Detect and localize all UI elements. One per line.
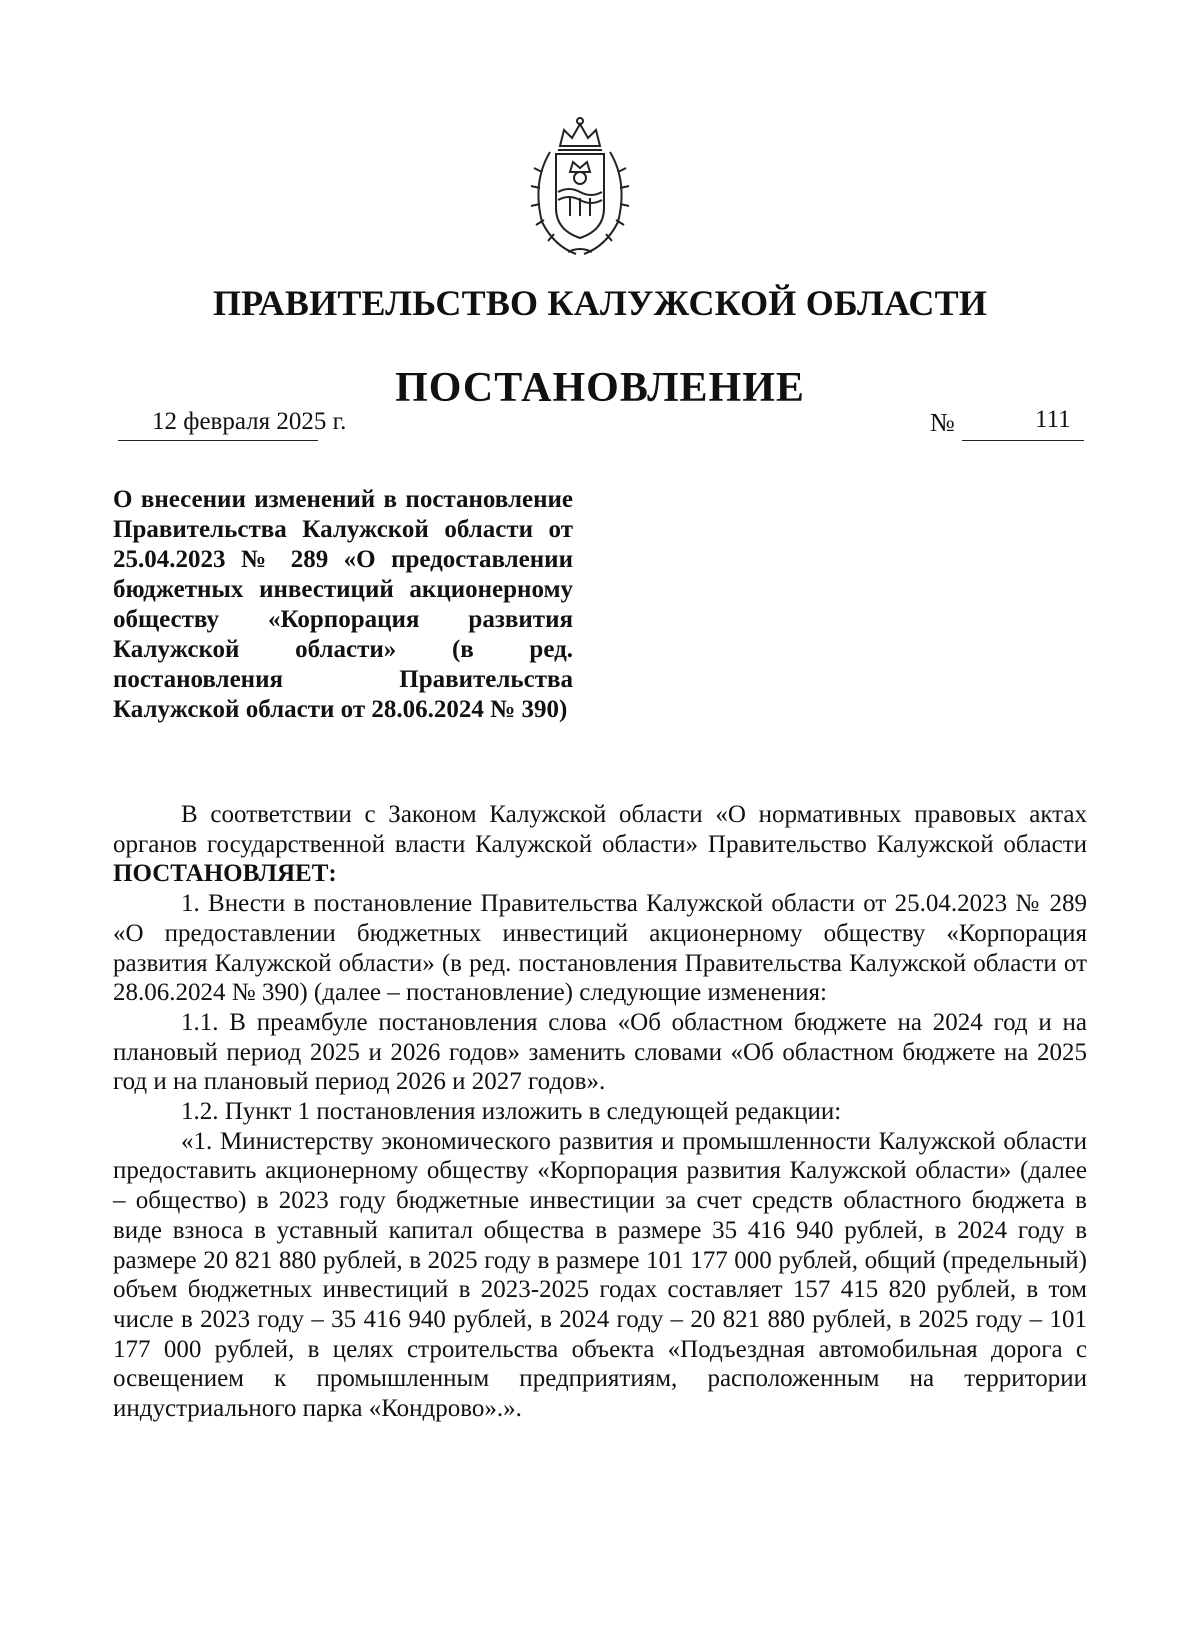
number-label: № — [930, 408, 955, 437]
document-date: 12 февраля 2025 г. — [152, 408, 347, 435]
number-underline — [962, 440, 1084, 441]
date-underline — [118, 440, 318, 441]
kaluga-coat-of-arms-icon — [518, 112, 642, 260]
clause-1-1: 1.1. В преамбуле постановления слова «Об областном бюджете на 2024 год и на плановый период 2025 и 2026 годов» заменить словами «Об областном бюджете на 2025 год и на плановый период 2026 и 2027 годов». — [113, 1008, 1087, 1096]
quoted-clause-1: «1. Министерству экономического развития и промышленности Калужской области предоставить акционерному обществу «Корпорация развития Калужской области» (далее – общество) в 2023 году бюджетные инвестиции за счет средств областного бюджета в виде взноса в уставный капитал общества в размере 35 416 940 рублей, в 2024 году в размере 20 821 880 рублей, в 2025 году в размере 101 177 000 рублей, общий (предельный) объем бюджетных инвестиций в 2023-2025 годах составляет 157 415 820 рублей, в том числе в 2023 году – 35 416 940 рублей, в 2024 году – 20 821 880 рублей, в 2025 году – 101 177 000 рублей, в целях строительства объекта «Подъездная автомобильная дорога с освещением к промышленным предприятиям, расположенным на территории индустриального парка «Кондрово».». — [113, 1127, 1087, 1423]
clause-1: 1. Внести в постановление Правительства Калужской области от 25.04.2023 № 289 «О предоставлении бюджетных инвестиций акционерному обществу «Корпорация развития Калужской области» (в ред. постановления Правительства Калужской области от 28.06.2024 № 390) (далее – постановление) следующие изменения: — [113, 890, 1087, 1007]
resolves-keyword: ПОСТАНОВЛЯЕТ — [113, 860, 329, 888]
preamble-paragraph — [113, 800, 1087, 889]
preamble-text: В соответствии с Законом Калужской области «О нормативных правовых актах органов государственной власти Калужской области» Правительство Калужской области — [113, 801, 1087, 858]
government-title: ПРАВИТЕЛЬСТВО КАЛУЖСКОЙ ОБЛАСТИ — [212, 283, 988, 323]
preamble-colon: : — [328, 860, 337, 888]
document-subject: О внесении изменений в постановление Правительства Калужской области от 25.04.2023 № 289 «О предоставлении бюджетных инвестиций акционерному обществу «Корпорация развития Калужской области» (в ред. постановления Правительства Калужской области от 28.06.2024 № 390) — [113, 486, 573, 723]
document-type: ПОСТАНОВЛЕНИЕ — [395, 365, 805, 411]
document-body — [113, 800, 1087, 1424]
document-number: 111 — [1035, 406, 1071, 433]
clause-1-2: 1.2. Пункт 1 постановления изложить в следующей редакции: — [181, 1098, 842, 1126]
